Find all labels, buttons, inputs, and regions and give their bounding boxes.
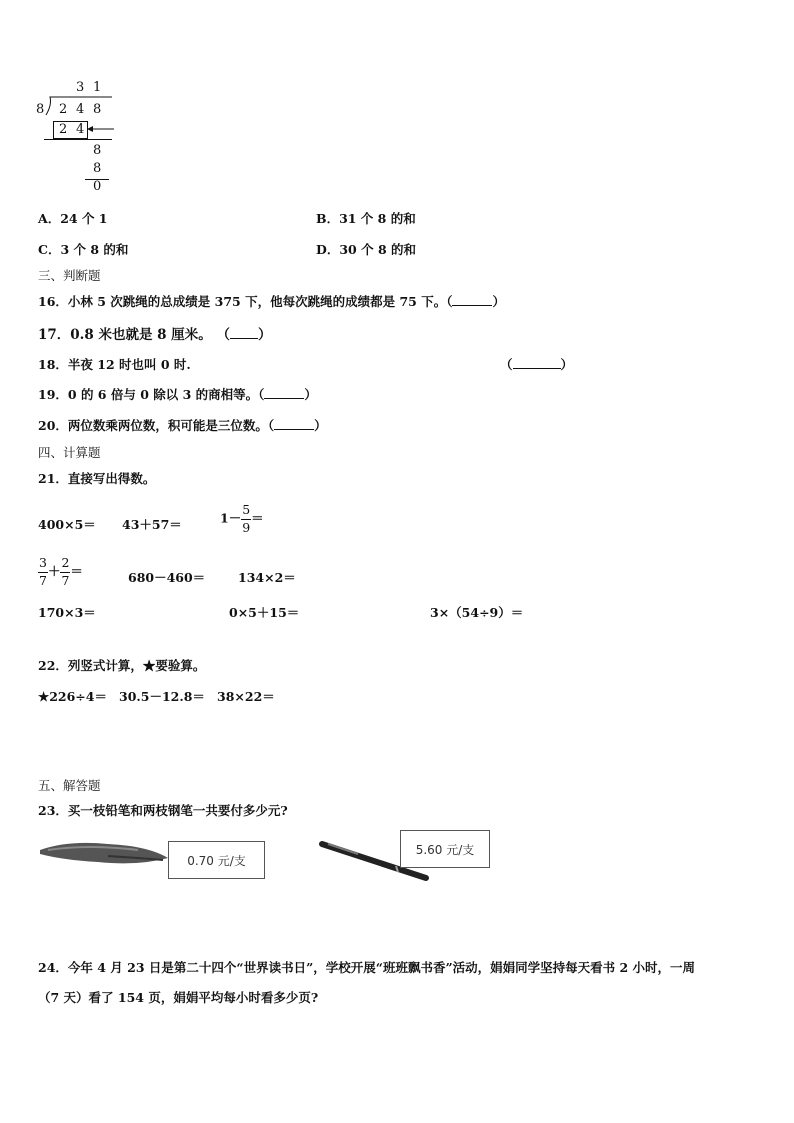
expression: ★226÷4＝ <box>38 689 107 704</box>
pencil-image <box>38 836 173 870</box>
step-digit: 8 <box>93 143 102 158</box>
paren-close: ） <box>314 418 327 433</box>
fraction: $\frac{3}{7}$ <box>39 555 47 588</box>
paren-close: ） <box>560 357 574 372</box>
expression: 38×22＝ <box>217 689 275 704</box>
question-text: 16．小林 5 次跳绳的总成绩是 375 下，他每次跳绳的成绩都是 75 下。（ <box>38 294 453 309</box>
expression: 134×2＝ <box>238 570 296 585</box>
partial-product-digit: 4 <box>76 122 85 137</box>
section-title: 四、计算题 <box>38 445 101 460</box>
option-a[interactable]: A．24 个 1 <box>38 211 108 226</box>
option-c[interactable]: C．3 个 8 的和 <box>38 242 129 257</box>
fraction: $\frac{2}{7}$ <box>61 555 70 588</box>
arrow-left-icon <box>87 124 115 134</box>
fraction: $\frac{5}{9}$ <box>242 502 251 535</box>
question-19 <box>38 385 317 403</box>
step-digit: 8 <box>93 161 102 176</box>
question-text: 20．两位数乘两位数，积可能是三位数。（ <box>38 418 275 433</box>
question-18-answer <box>500 355 573 373</box>
expression: 0×5＋15＝ <box>229 605 300 620</box>
divisor: 8 <box>36 102 45 117</box>
section-title: 三、判断题 <box>38 268 101 283</box>
section-title: 五、解答题 <box>38 778 101 793</box>
answer-blank[interactable] <box>274 418 314 430</box>
question-22-title: 22．列竖式计算，★要验算。 <box>38 658 206 673</box>
paren-close: ） <box>257 327 272 343</box>
question-17 <box>38 323 271 343</box>
dividend-digit: 8 <box>93 102 102 117</box>
answer-blank[interactable] <box>230 327 258 339</box>
answer-blank[interactable] <box>452 294 492 306</box>
long-division-diagram <box>30 78 130 198</box>
paren-close: ） <box>304 387 317 402</box>
question-21-title: 21．直接写出得数。 <box>38 471 156 486</box>
remainder: 0 <box>93 179 102 194</box>
question-20 <box>38 416 327 434</box>
pen-price-tag: 5.60 元/支 <box>400 830 490 868</box>
expression: 680－460＝ <box>128 570 206 585</box>
expression-fraction: $\frac{3}{7}$ ＋ $\frac{2}{7}$ ＝ <box>39 555 83 588</box>
pencil-price-tag: 0.70 元/支 <box>168 841 265 879</box>
expression: 400×5＝ <box>38 517 96 532</box>
option-b[interactable]: B．31 个 8 的和 <box>316 211 416 226</box>
expression-fraction: 1－ $\frac{5}{9}$ ＝ <box>220 502 264 535</box>
question-text: 18．半夜 12 时也叫 0 时. <box>38 357 191 372</box>
question-24-line: （7 天）看了 154 页，娟娟平均每小时看多少页? <box>38 990 319 1005</box>
question-text: 17．0.8 米也就是 8 厘米。 （ <box>38 327 230 343</box>
division-rule <box>44 139 112 140</box>
dividend-digit: 4 <box>76 102 85 117</box>
quotient-digit: 3 <box>76 80 85 95</box>
question-16 <box>38 292 505 310</box>
answer-blank[interactable] <box>264 387 304 399</box>
question-text: 19．0 的 6 倍与 0 除以 3 的商相等。（ <box>38 387 265 402</box>
partial-product-digit: 2 <box>59 122 68 137</box>
question-24-line: 24．今年 4 月 23 日是第二十四个“世界读书日”，学校开展“班班飘书香”活动，娟娟同学坚持每天看书 2 小时，一周 <box>38 960 696 975</box>
expression: 170×3＝ <box>38 605 96 620</box>
dividend-digit: 2 <box>59 102 68 117</box>
answer-blank[interactable] <box>513 357 561 369</box>
option-d[interactable]: D．30 个 8 的和 <box>316 242 416 257</box>
question-18 <box>38 355 191 373</box>
expression: 30.5－12.8＝ <box>119 689 205 704</box>
paren-close: ） <box>492 294 505 309</box>
expression: 3×（54÷9）＝ <box>430 605 524 620</box>
expression: 43＋57＝ <box>122 517 182 532</box>
quotient-digit: 1 <box>93 80 102 95</box>
paren-open: （ <box>500 357 513 372</box>
question-23-title: 23．买一枝铅笔和两枝钢笔一共要付多少元? <box>38 803 288 818</box>
